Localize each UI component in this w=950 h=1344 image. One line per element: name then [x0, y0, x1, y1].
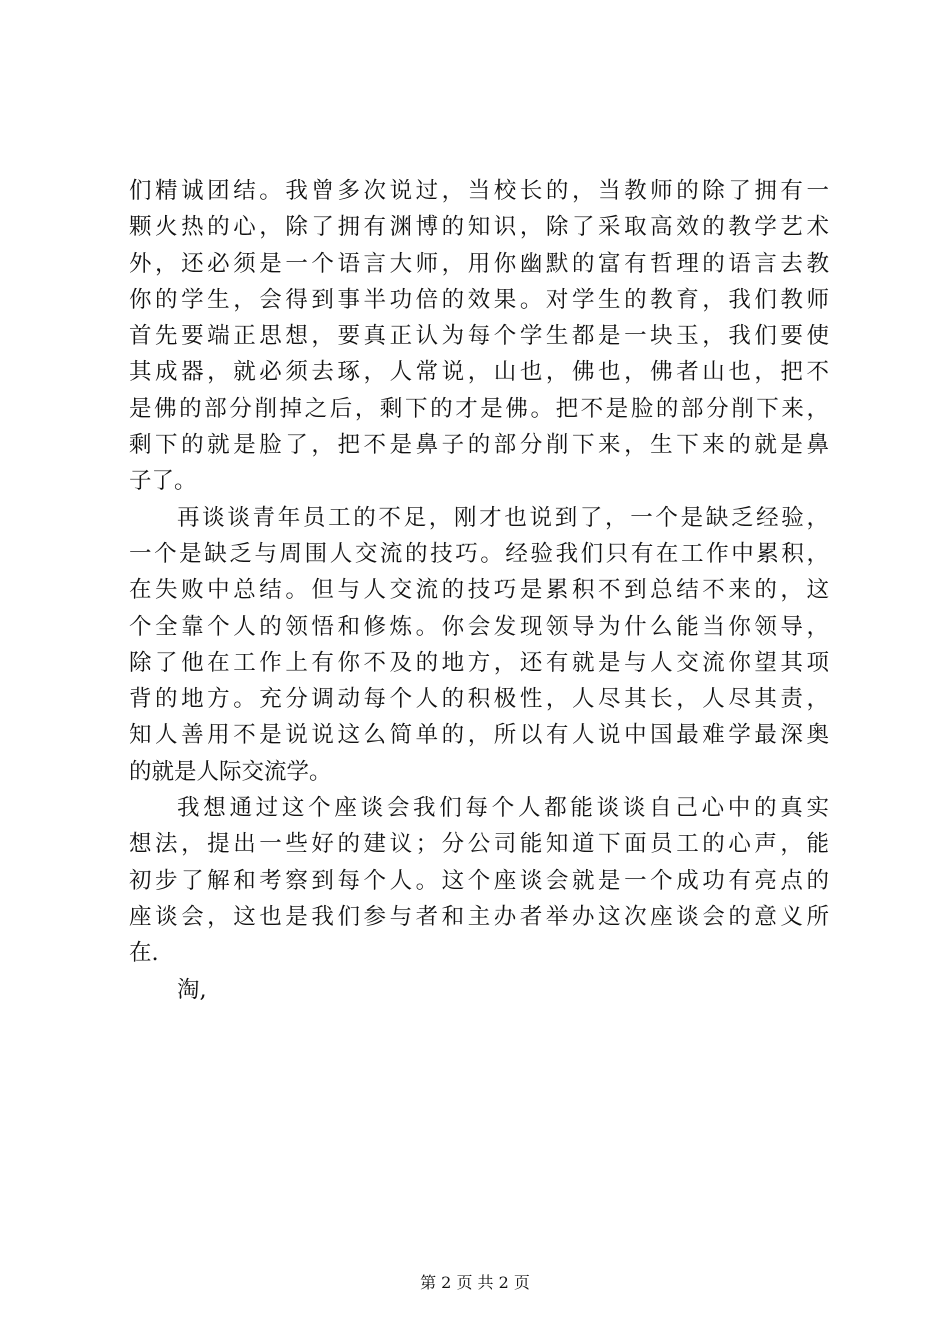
paragraph-start-line: 淘,: [177, 976, 207, 1003]
text-line: 是佛的部分削掉之后，剩下的才是佛。把不是脸的部分削下来，: [129, 395, 829, 422]
text-line: 们精诚团结。我曾多次说过，当校长的，当教师的除了拥有一: [129, 178, 829, 204]
text-line: 首先要端正思想，要真正认为每个学生都是一块玉，我们要使: [129, 323, 829, 350]
text-line: 个全靠个人的领悟和修炼。你会发现领导为什么能当你领导，: [129, 613, 829, 640]
text-line: 在.: [129, 940, 159, 967]
text-line: 想法，提出一些好的建议；分公司能知道下面员工的心声，能: [129, 831, 829, 858]
text-line: 外，还必须是一个语言大师，用你幽默的富有哲理的语言去教: [129, 250, 829, 277]
text-line: 剩下的就是脸了，把不是鼻子的部分削下来，生下来的就是鼻: [129, 432, 829, 459]
text-line: 除了他在工作上有你不及的地方，还有就是与人交流你望其项: [129, 649, 829, 676]
text-line: 子了。: [129, 468, 197, 495]
text-line: 背的地方。充分调动每个人的积极性，人尽其长，人尽其责，: [129, 686, 829, 713]
text-line: 在失败中总结。但与人交流的技巧是累积不到总结不来的，这: [129, 577, 829, 604]
text-line: 一个是缺乏与周围人交流的技巧。经验我们只有在工作中累积，: [129, 540, 829, 567]
page-number-footer: 第 2 页 共 2 页: [420, 1273, 530, 1292]
text-line: 的就是人际交流学。: [129, 758, 332, 785]
paragraph-start-line: 再谈谈青年员工的不足，刚才也说到了，一个是缺乏经验，: [177, 504, 829, 531]
body-text: [129, 173, 829, 1008]
text-line: 知人善用不是说说这么简单的，所以有人说中国最难学最深奥: [129, 722, 829, 749]
text-line: 其成器，就必须去琢，人常说，山也，佛也，佛者山也，把不: [129, 359, 829, 386]
text-line: 你的学生，会得到事半功倍的效果。对学生的教育，我们教师: [129, 286, 829, 313]
text-line: 座谈会，这也是我们参与者和主办者举办这次座谈会的意义所: [129, 903, 829, 930]
paragraph-start-line: 我想通过这个座谈会我们每个人都能谈谈自己心中的真实: [177, 795, 829, 822]
text-line: 初步了解和考察到每个人。这个座谈会就是一个成功有亮点的: [129, 867, 829, 894]
text-line: 颗火热的心，除了拥有渊博的知识，除了采取高效的教学艺术: [129, 214, 829, 241]
